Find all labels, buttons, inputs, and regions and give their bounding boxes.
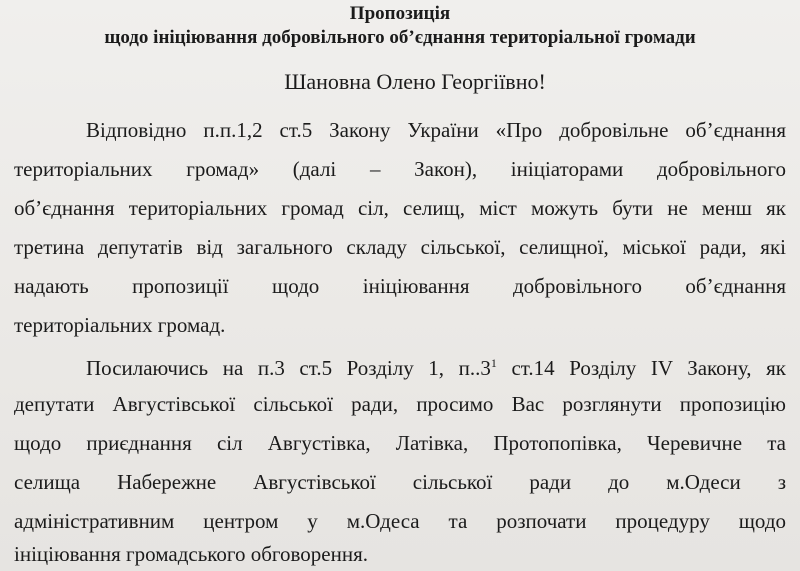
paragraph2-line1-text: Посилаючись на п.3 ст.5 Розділу 1, п..3 (86, 356, 491, 380)
paragraph2-line: щодо приєднання сіл Августівка, Латівка, Протопопівка, Черевичне та (14, 431, 786, 455)
paragraph1-line: об’єднання територіальних громад сіл, селищ, міст можуть бути не менш як (14, 196, 786, 220)
paragraph2-line: ініціювання громадського обговорення. (14, 542, 369, 566)
paragraph1-line: надають пропозиції щодо ініціювання добровільного об’єднання (14, 274, 786, 298)
paragraph1-line: територіальних громад» (далі – Закон), ініціаторами добровільного (14, 157, 786, 181)
paragraph1-line: третина депутатів від загального складу сільської, селищної, міської ради, які (14, 235, 786, 259)
paragraph2-line: адміністративним центром у м.Одеса та розпочати процедуру щодо (14, 509, 786, 533)
superscript: 1 (490, 356, 497, 370)
paragraph2-line: селища Набережне Августівської сільської ради до м.Одеси з (14, 470, 786, 494)
document-title: Пропозиція (349, 3, 451, 24)
paragraph2-line (86, 356, 786, 380)
paragraph1-line: Відповідно п.п.1,2 ст.5 Закону України «Про добровільне об’єднання (86, 118, 786, 142)
greeting: Шановна Олено Георгіївно! (284, 69, 546, 94)
paragraph2-line: депутати Августівської сільської ради, просимо Вас розглянути пропозицію (14, 392, 786, 416)
paragraph1-line: територіальних громад. (14, 313, 226, 337)
document-subtitle: щодо ініціювання добровільного об’єднання територіальної громади (104, 27, 696, 48)
paragraph2-line1-rest: ст.14 Розділу IV Закону, як (496, 356, 786, 380)
